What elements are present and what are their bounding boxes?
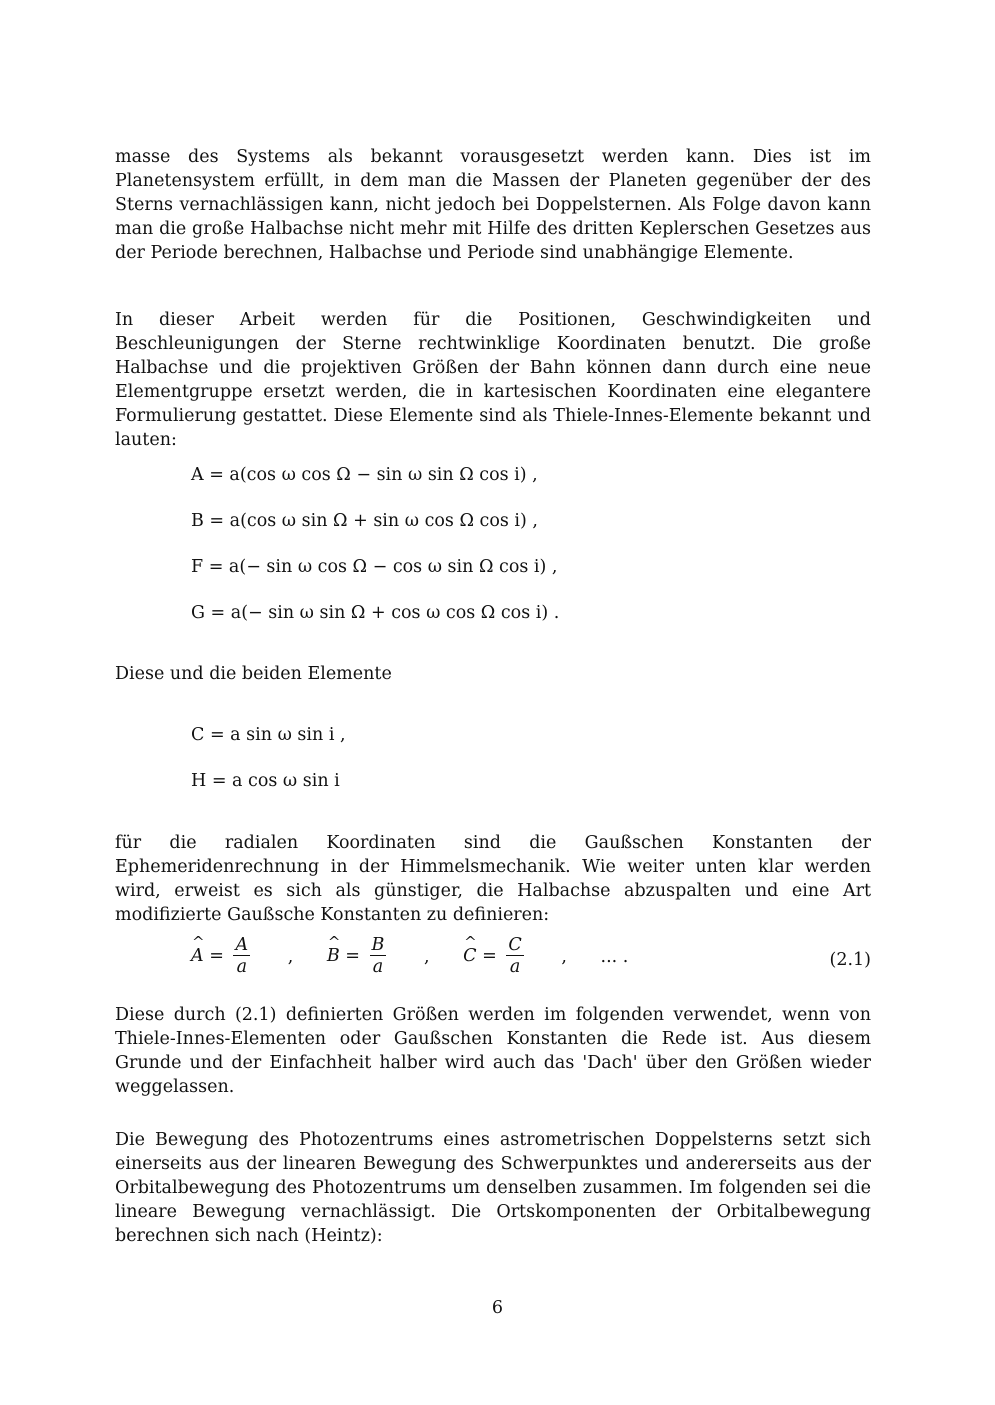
equations-gauss	[191, 723, 346, 815]
equation-A: A = a(cos ω cos Ω − sin ω sin Ω cos i) ,	[191, 465, 538, 485]
eq21-term-B	[327, 935, 391, 978]
eq21-denominator-C: a	[509, 957, 521, 977]
eq21-lhs-C: ^ C	[463, 944, 476, 968]
eq21-comma-3: ,	[561, 946, 567, 967]
eq21-ellipsis: ... .	[600, 946, 629, 967]
eq21-fraction-A	[233, 935, 250, 978]
equation-F: F = a(− sin ω cos Ω − cos ω sin Ω cos i) ,	[191, 557, 558, 577]
paragraph-thiele-innes: In dieser Arbeit werden für die Positionen, Geschwindigkeiten und Beschleunigungen der Sterne rechtwinklige Koordinaten benutzt. Die große Halbachse und die projektiven Größen der Bahn können dann durch eine neue Elementgruppe ersetzt werden, die in kartesischen Koordinaten eine elegantere Formulierung gestattet. Diese Elemente sind als Thiele-Innes-Elemente bekannt und lauten:	[115, 310, 871, 450]
equation-B: B = a(cos ω sin Ω + sin ω cos Ω cos i) ,	[191, 511, 538, 531]
equation-G: G = a(− sin ω sin Ω + cos ω cos Ω cos i) .	[191, 603, 560, 623]
eq21-numerator-B: B	[371, 935, 385, 955]
eq21-comma-1: ,	[287, 946, 294, 967]
eq21-term-A	[191, 935, 254, 978]
paragraph-intro: masse des Systems als bekannt vorausgesetzt werden kann. Dies ist im Planetensystem erfüllt, in dem man die Massen der Planeten gegenüber der des Sterns vernachlässigen kann, nicht jedoch bei Doppelsternen. Als Folge davon kann man die große Halbachse nicht mehr mit Hilfe des dritten Keplerschen Gesetzes aus der Periode berechnen, Halbachse und Periode sind unabhängige Elemente.	[115, 147, 871, 263]
paragraph-photocenter-motion: Die Bewegung des Photozentrums eines astrometrischen Doppelsterns setzt sich einerseits aus der linearen Bewegung des Schwerpunktes und andererseits aus der Orbitalbewegung des Photozentrums um denselben zusammen. Im folgenden sei die lineare Bewegung vernachlässigt. Die Ortskomponenten der Orbitalbewegung berechnen sich nach (Heintz):	[115, 1130, 871, 1246]
eq21-comma-2: ,	[424, 946, 430, 967]
equation-C: C = a sin ω sin i ,	[191, 725, 346, 745]
eq21-denominator-A: a	[236, 957, 247, 977]
eq21-fraction-B	[370, 935, 387, 978]
eq21-fraction-C	[506, 935, 523, 978]
eq21-term-C	[463, 935, 528, 978]
eq21-equals-A: =	[209, 946, 224, 966]
eq21-equals-C: =	[482, 946, 497, 966]
paragraph-diese: Diese und die beiden Elemente	[115, 664, 392, 684]
eq21-equals-B: =	[345, 946, 360, 966]
eq21-numerator-A: A	[235, 935, 249, 955]
eq21-lhs-B: ^ B	[327, 944, 340, 968]
eq21-numerator-C: C	[508, 935, 522, 955]
equations-thiele-innes	[191, 463, 559, 647]
equation-2-1	[191, 935, 871, 985]
paragraph-gauss-constants: für die radialen Koordinaten sind die Gaußschen Konstanten der Ephemeridenrechnung in der Himmelsmechanik. Wie weiter unten klar werden wird, erweist es sich als günstiger, die Halbachse abzuspalten und eine Art modifizierte Gaußsche Konstanten zu definieren:	[115, 833, 871, 925]
equation-H: H = a cos ω sin i	[191, 771, 340, 791]
paragraph-definition: Diese durch (2.1) definierten Größen werden im folgenden verwendet, wenn von Thiele-Innes-Elementen oder Gaußschen Konstanten die Rede ist. Aus diesem Grunde und der Einfachheit halber wird auch das 'Dach' über den Größen wieder weggelassen.	[115, 1005, 871, 1097]
eq21-denominator-B: a	[372, 957, 384, 977]
eq21-lhs-A: ^ A	[191, 944, 204, 968]
page-number: 6	[491, 1298, 504, 1318]
equation-number: (2.1)	[829, 950, 871, 970]
